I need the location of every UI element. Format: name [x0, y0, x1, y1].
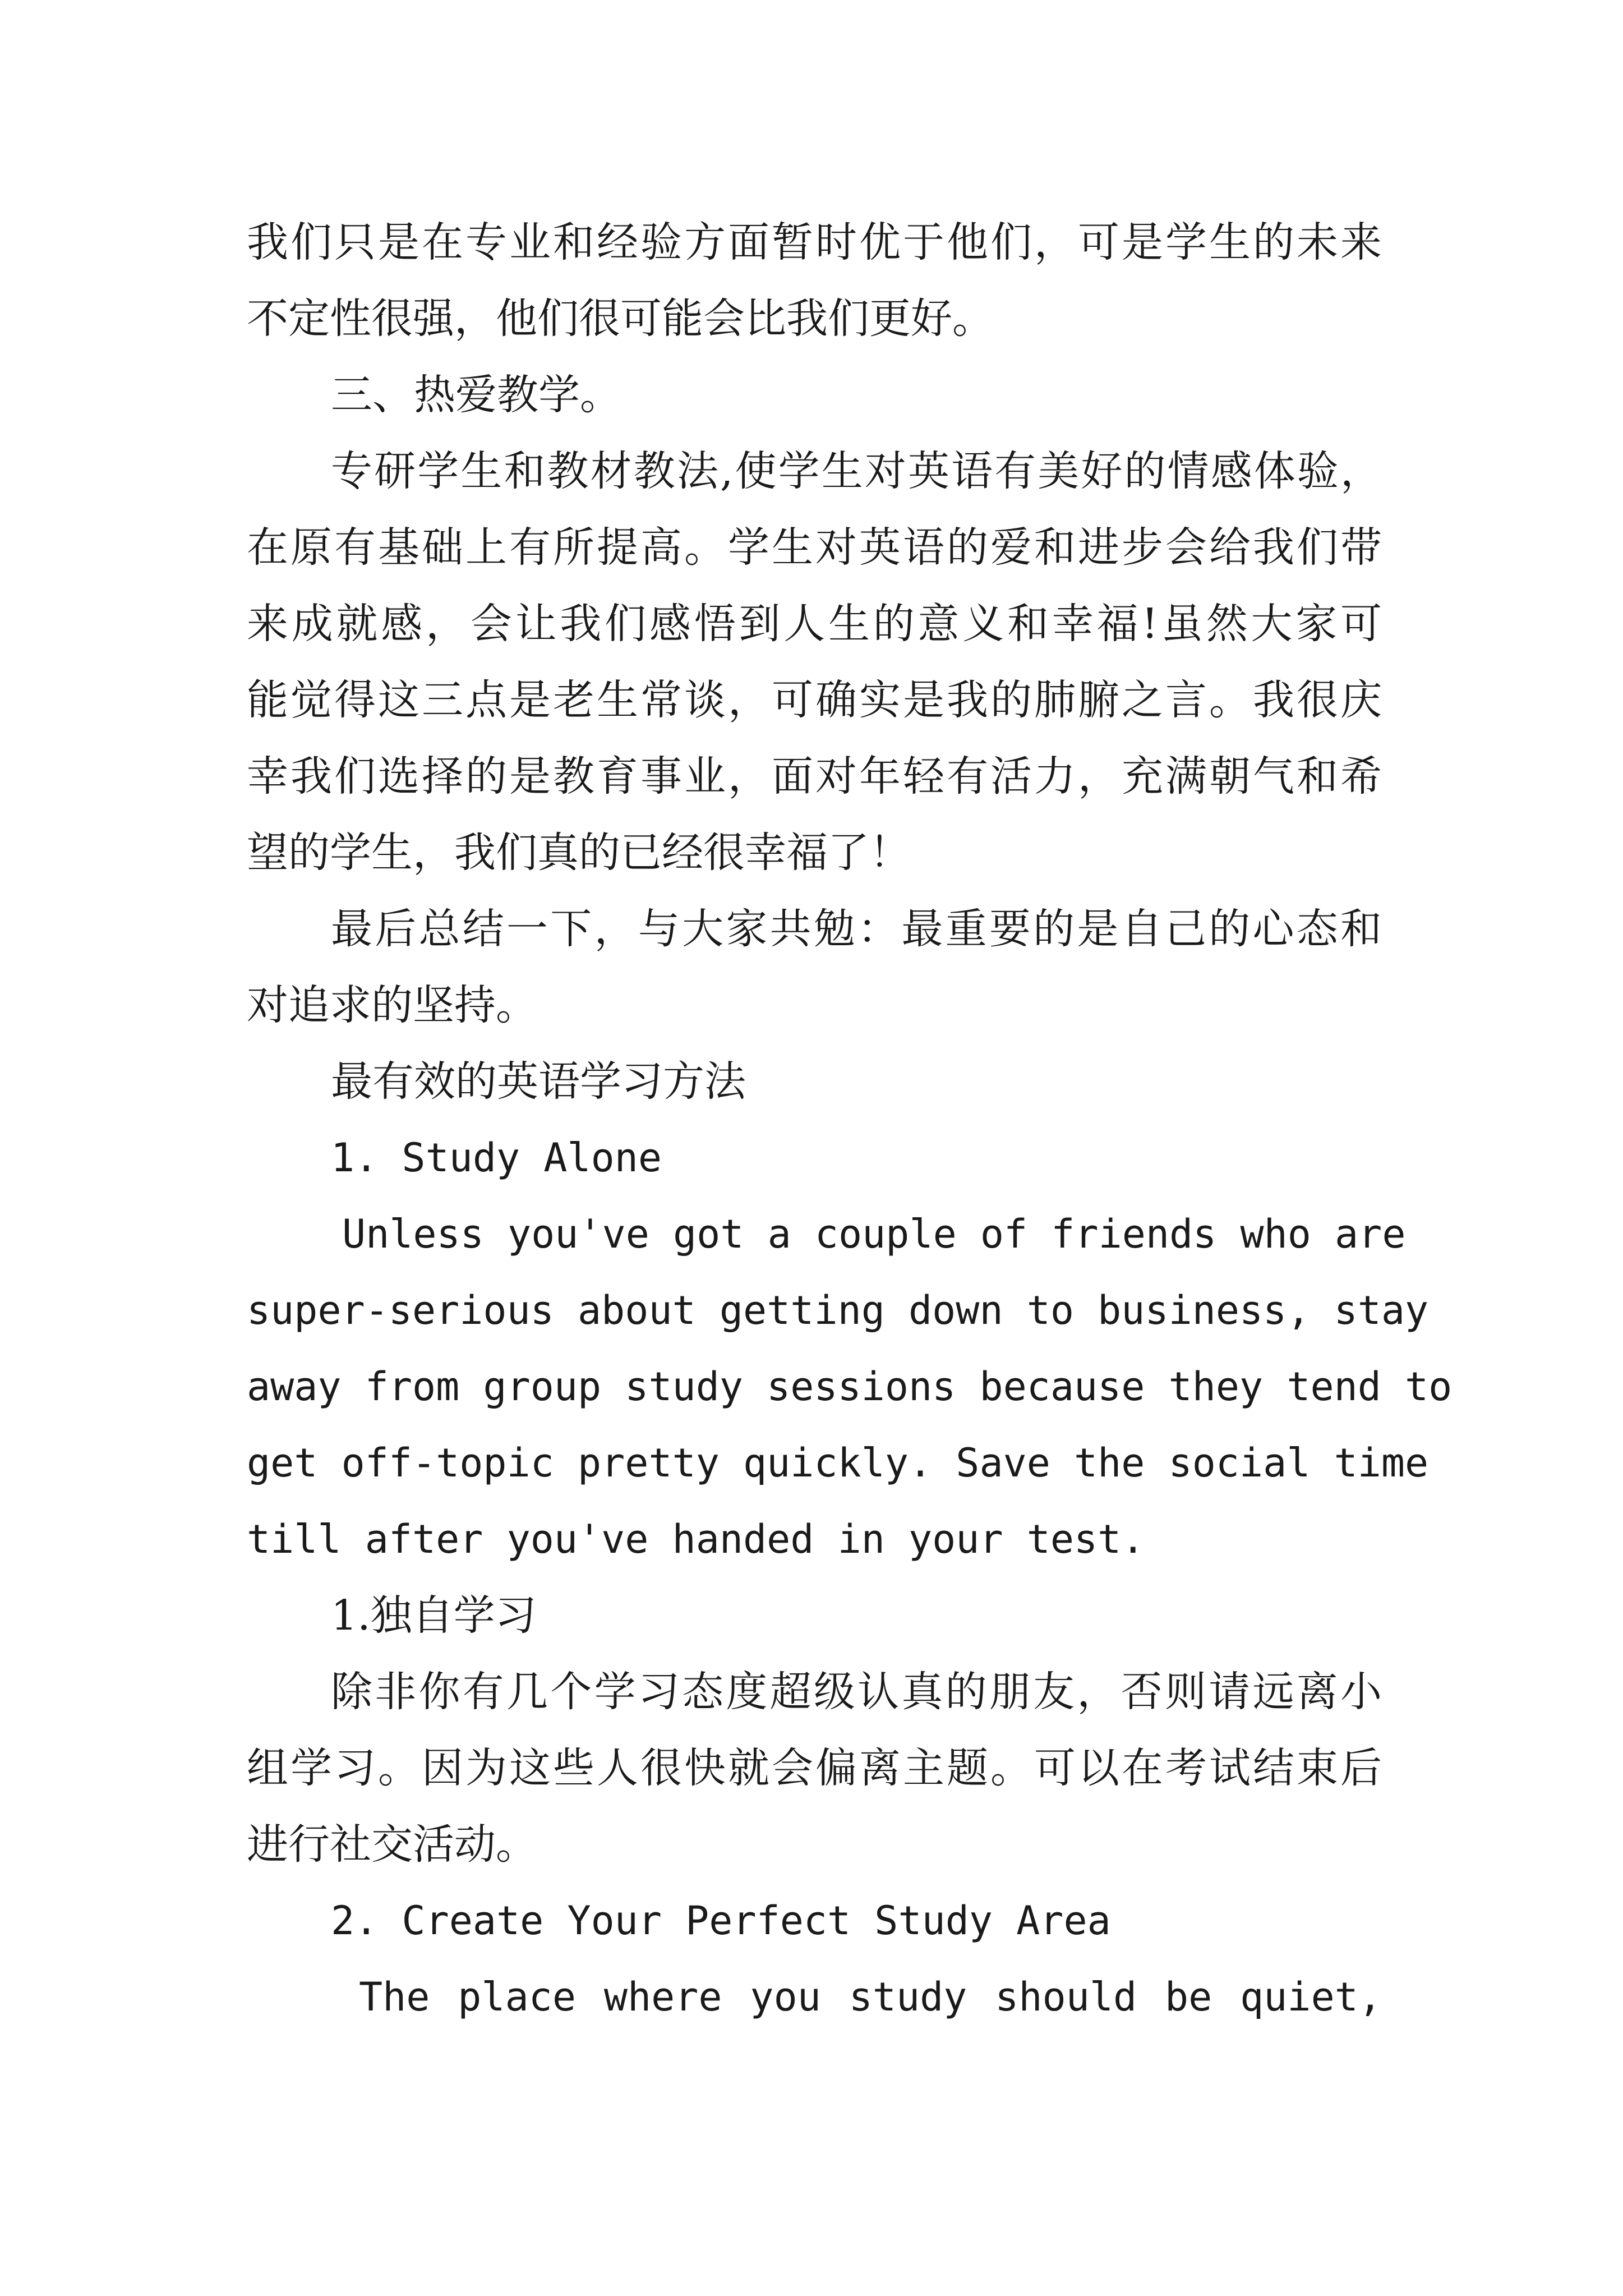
section-heading: 最有效的英语学习方法 [331, 1057, 746, 1106]
paragraph-line: 组学习。因为这些人很快就会偏离主题。可以在考试结束后 [247, 1744, 1382, 1792]
paragraph-line: 幸我们选择的是教育事业，面对年轻有活力，充满朝气和希 [247, 752, 1382, 800]
paragraph-line: 专研学生和教材教法,使学生对英语有美好的情感体验， [331, 447, 1382, 495]
paragraph-line: The place where you study should be quiet, [359, 1974, 1382, 2020]
paragraph-line: 能觉得这三点是老生常谈，可确实是我的肺腑之言。我很庆 [247, 676, 1382, 724]
paragraph-line: away from group study sessions because they tend to [247, 1364, 1453, 1410]
paragraph-line: 除非你有几个学习态度超级认真的朋友，否则请远离小 [331, 1668, 1382, 1716]
paragraph-line: 不定性很强，他们很可能会比我们更好。 [247, 295, 994, 343]
list-heading: 1.独自学习 [331, 1591, 537, 1640]
paragraph-line: 来成就感，会让我们感悟到人生的意义和幸福!虽然大家可 [247, 600, 1382, 648]
list-heading: 1. Study Alone [331, 1135, 662, 1181]
paragraph-line: till after you've handed in your test. [247, 1516, 1145, 1562]
paragraph-line: super-serious about getting down to business, stay [247, 1287, 1429, 1333]
paragraph-line: get off-topic pretty quickly. Save the social time [247, 1440, 1429, 1486]
paragraph-line: 对追求的坚持。 [247, 981, 537, 1029]
paragraph-line: Unless you've got a couple of friends who are [342, 1211, 1406, 1257]
section-heading: 三、热爱教学。 [331, 371, 621, 419]
paragraph-line: 进行社交活动。 [247, 1820, 537, 1869]
list-heading: 2. Create Your Perfect Study Area [331, 1898, 1111, 1944]
paragraph-line: 在原有基础上有所提高。学生对英语的爱和进步会给我们带 [247, 523, 1382, 572]
paragraph-line: 望的学生，我们真的已经很幸福了！ [247, 829, 911, 877]
paragraph-line: 最后总结一下，与大家共勉：最重要的是自己的心态和 [331, 905, 1382, 953]
paragraph-line: 我们只是在专业和经验方面暂时优于他们，可是学生的未来 [247, 218, 1382, 266]
